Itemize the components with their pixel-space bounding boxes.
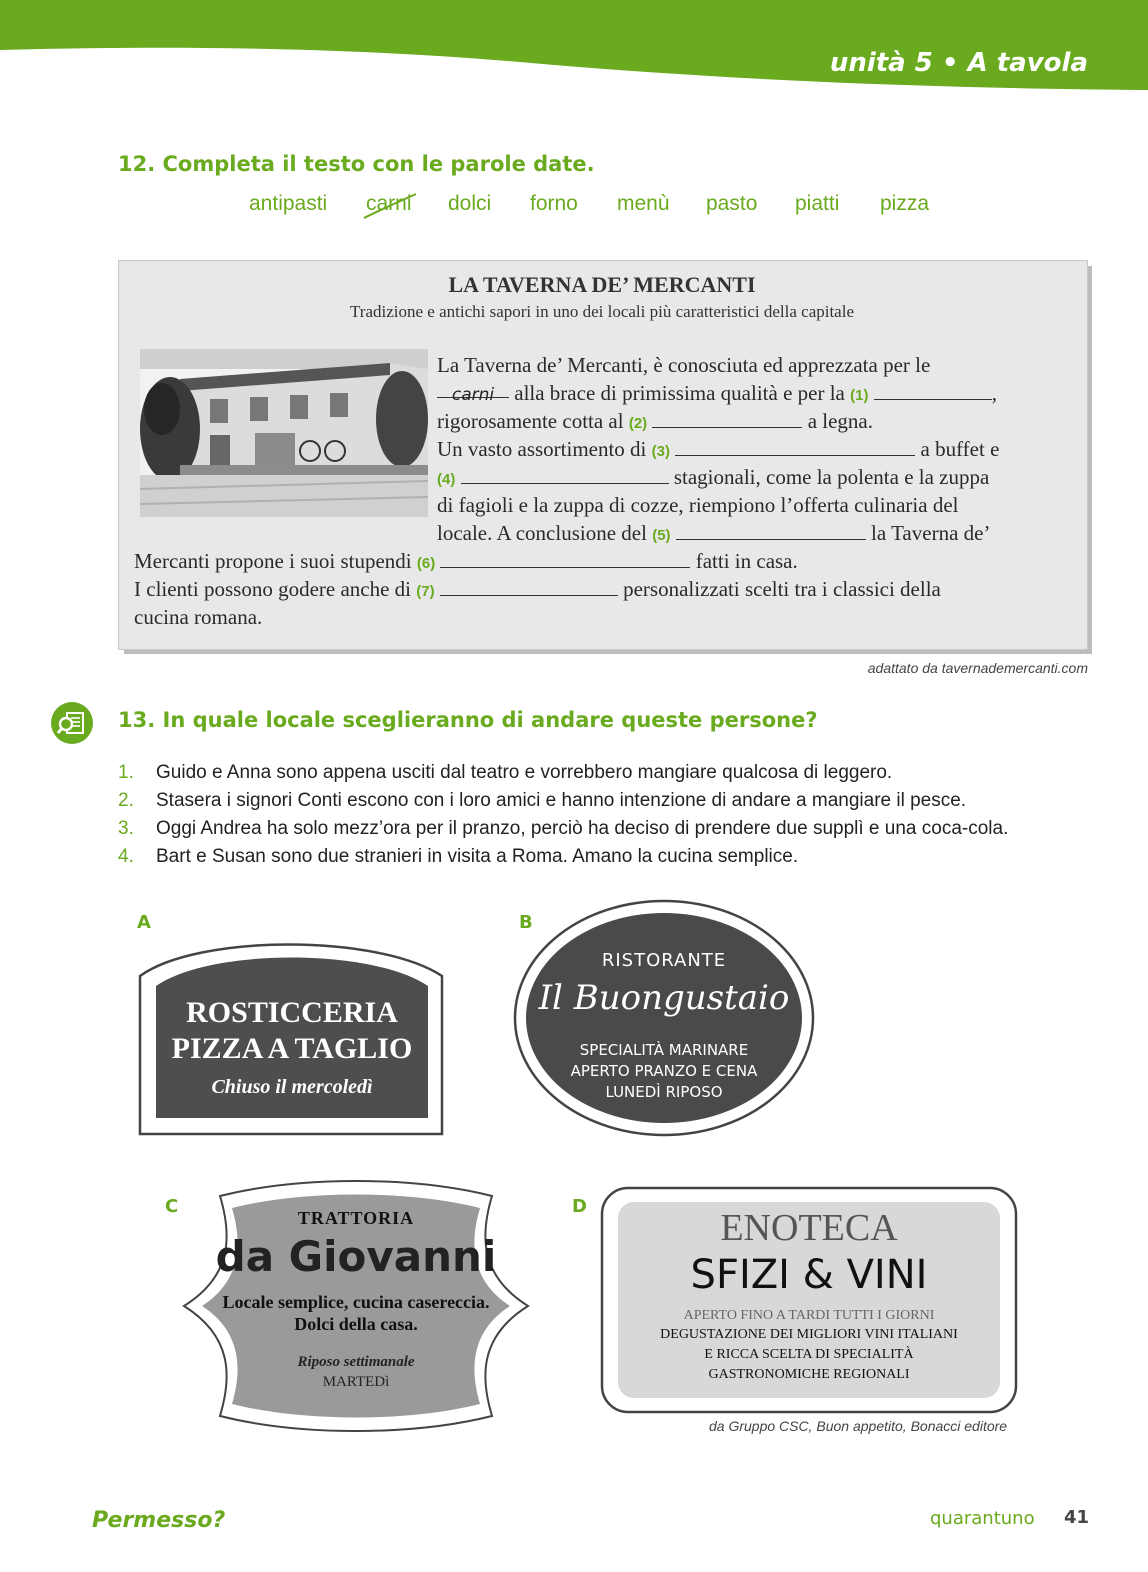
article-line: rigorosamente cotta al (2) a legna. [437, 409, 873, 433]
answer-blank-example: carni [437, 379, 509, 398]
word-bank-item: antipasti [249, 192, 328, 215]
article-line: I clienti possono godere anche di (7) personalizzati scelti tra i classici della [134, 577, 941, 601]
question-item: 2. Stasera i signori Conti escono con i loro amici e hanno intenzione di andare a mangiare il pesce. [118, 790, 967, 811]
answer-blank-6 [440, 549, 690, 568]
sign-a-line1: ROSTICCERIA [186, 996, 398, 1029]
sign-c-line2: da Giovanni [215, 1232, 497, 1281]
sign-c-line5: Riposo settimanale [297, 1354, 415, 1370]
sign-letter-b: B [519, 912, 533, 933]
taverna-photo [140, 349, 428, 517]
exercise-13-title: 13. In quale locale sceglieranno di andare queste persone? [118, 708, 818, 732]
article-line: cucina romana. [134, 605, 263, 629]
sign-b-line5: LUNEDÌ RIPOSO [605, 1083, 723, 1101]
sign-c-line1: TRATTORIA [297, 1208, 415, 1228]
article-line: carni alla brace di primissima qualità e per la (1) , [437, 379, 997, 410]
word-bank-item-crossed: carni [366, 192, 412, 215]
sign-a-line3: Chiuso il mercoledì [211, 1076, 373, 1098]
sign-d-line4: DEGUSTAZIONE DEI MIGLIORI VINI ITALIANI [660, 1327, 958, 1342]
sign-d-line3: APERTO FINO A TARDI TUTTI I GIORNI [683, 1308, 935, 1323]
sign-b-line4: APERTO PRANZO E CENA [570, 1062, 758, 1080]
sign-d-line1: ENOTECA [720, 1207, 898, 1249]
page-number-word: quarantuno [930, 1508, 1035, 1529]
question-item: 3. Oggi Andrea ha solo mezz’ora per il pranzo, perciò ha deciso di prendere due supplì e una coca-cola. [118, 818, 1009, 839]
article-source: adattato da tavernademercanti.com [867, 660, 1088, 676]
question-item: 4. Bart e Susan sono due stranieri in visita a Roma. Amano la cucina semplice. [118, 846, 799, 867]
reading-search-icon [51, 702, 93, 744]
strikethrough-mark [360, 188, 420, 224]
article-subheading: Tradizione e antichi sapori in uno dei locali più caratteristici della capitale [350, 302, 854, 321]
article-line: di fagioli e la zuppa di cozze, riempiono l’offerta culinaria del [437, 493, 959, 517]
answer-blank-4 [461, 465, 669, 484]
sign-b-line2: Il Buongustaio [538, 978, 790, 1018]
question-item: 1. Guido e Anna sono appena usciti dal teatro e vorrebbero mangiare qualcosa di leggero. [118, 762, 893, 783]
word-bank-item: pasto [706, 192, 758, 215]
article-line: La Taverna de’ Mercanti, è conosciuta ed apprezzata per le [437, 353, 931, 377]
sign-letter-c: C [165, 1196, 179, 1217]
page-number: 41 [1064, 1507, 1090, 1528]
book-title: Permesso? [92, 1508, 226, 1533]
sign-c-line3: Locale semplice, cucina casereccia. [222, 1292, 490, 1312]
sign-letter-d: D [572, 1196, 587, 1217]
sign-d-line5: E RICCA SCELTA DI SPECIALITÀ [704, 1347, 914, 1362]
answer-blank-2 [652, 409, 802, 428]
word-bank-item: dolci [448, 192, 492, 215]
unit-title: unità 5 • A tavola [829, 48, 1088, 78]
exercise-12-title: 12. Completa il testo con le parole date. [118, 152, 595, 176]
sign-d-line6: GASTRONOMICHE REGIONALI [708, 1367, 910, 1382]
article-line: Un vasto assortimento di (3) a buffet e [437, 437, 1000, 461]
answer-blank-1 [874, 381, 992, 400]
sign-d-line2: SFIZI & VINI [690, 1252, 928, 1298]
sign-a-line2: PIZZA A TAGLIO [171, 1032, 413, 1065]
sign-b-line1: RISTORANTE [601, 950, 727, 971]
sign-b-frame [512, 898, 816, 1138]
signs-source: da Gruppo CSC, Buon appetito, Bonacci editore [709, 1418, 1008, 1434]
answer-blank-7 [440, 577, 618, 596]
word-bank-item: pizza [880, 192, 930, 215]
word-bank-item: forno [530, 192, 578, 215]
sign-c-line6: MARTEDì [322, 1374, 390, 1390]
article-line: Mercanti propone i suoi stupendi (6) fatti in casa. [134, 549, 798, 573]
answer-blank-5 [676, 521, 866, 540]
article-heading: LA TAVERNA DE’ MERCANTI [448, 272, 756, 297]
answer-blank-3 [675, 437, 915, 456]
sign-b-line3: SPECIALITÀ MARINARE [579, 1041, 749, 1059]
article-line: locale. A conclusione del (5) la Taverna de’ [437, 521, 991, 545]
article-line: (4) stagionali, come la polenta e la zuppa [437, 465, 990, 489]
word-bank-item: menù [617, 192, 670, 215]
sign-letter-a: A [137, 912, 151, 933]
sign-c-line4: Dolci della casa. [294, 1314, 418, 1334]
word-bank-item: piatti [795, 192, 840, 215]
